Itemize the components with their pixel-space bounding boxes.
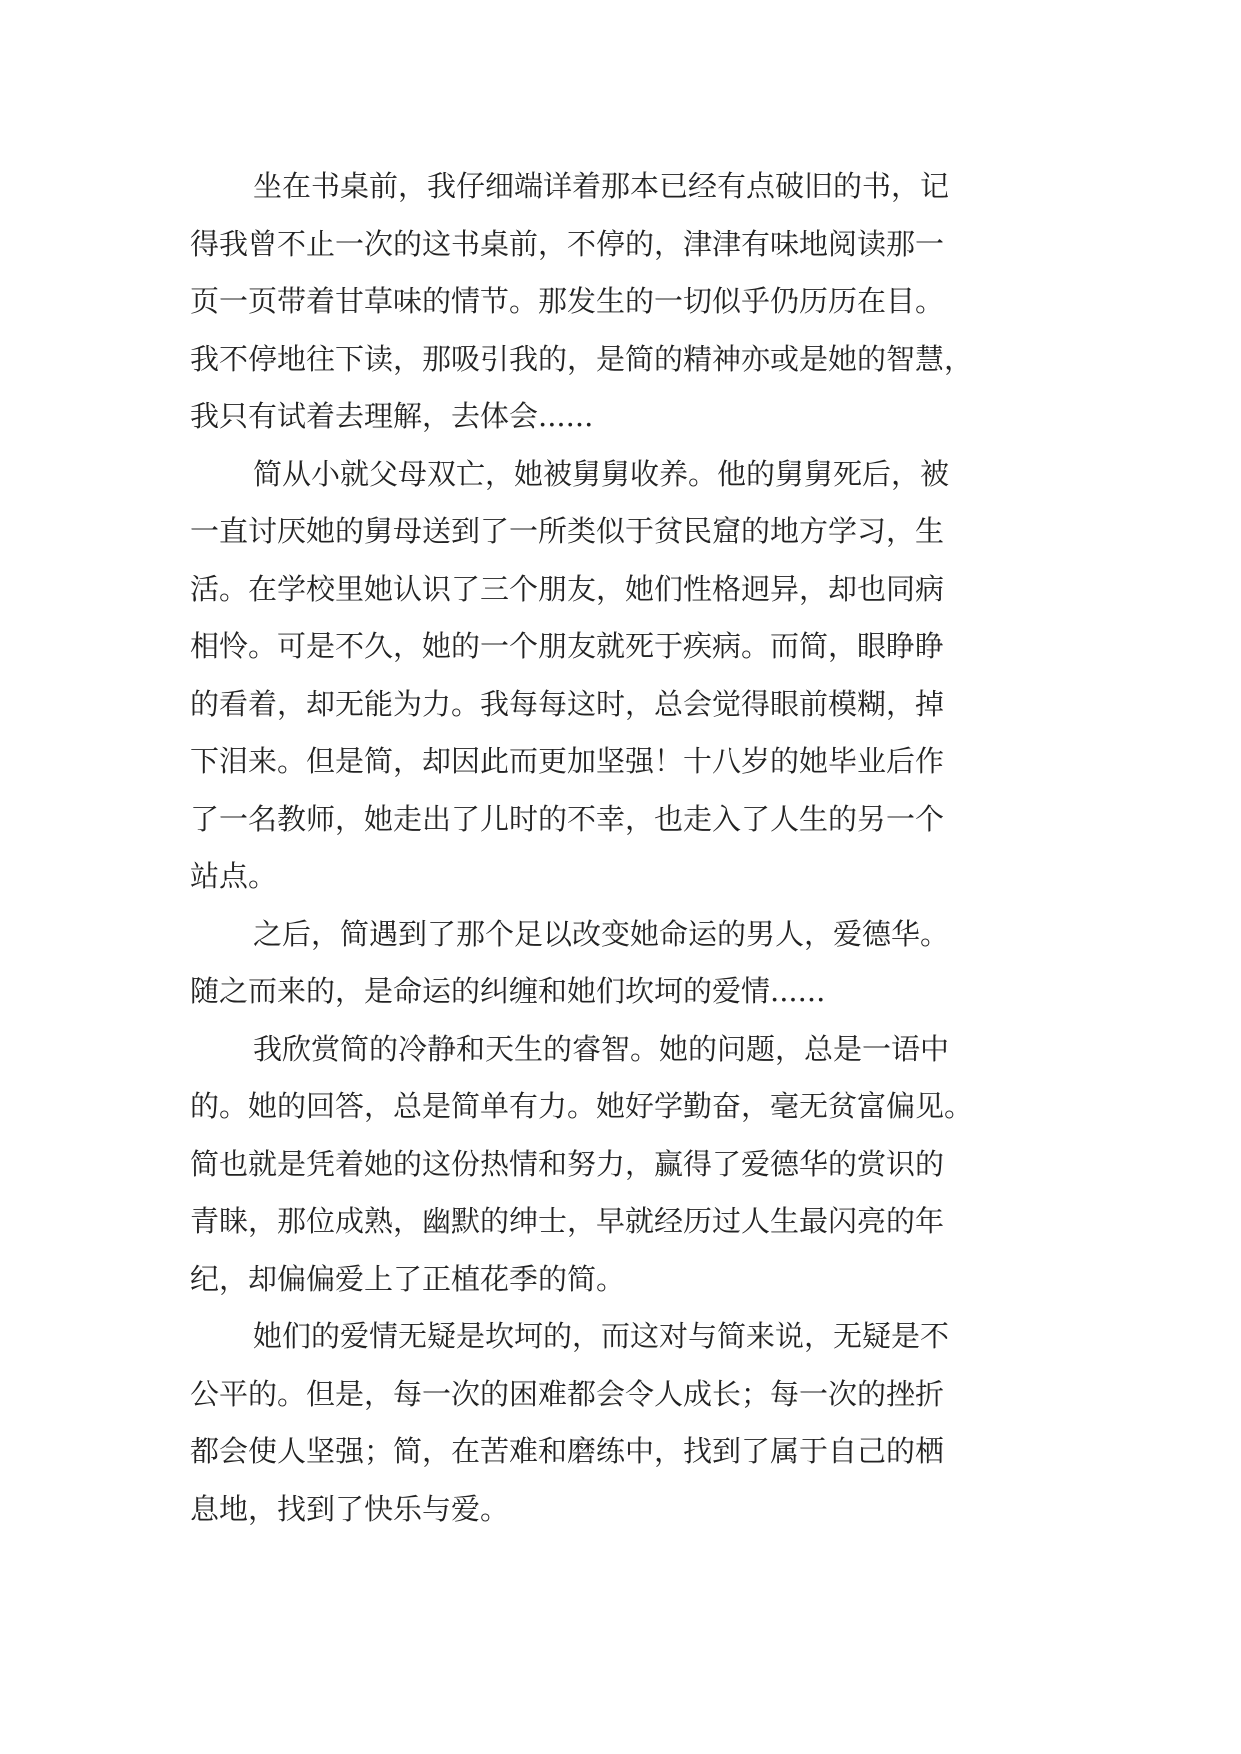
text-line: 页一页带着甘草味的情节。那发生的一切似乎仍历历在目。 (190, 284, 945, 318)
text-line: 相怜。可是不久，她的一个朋友就死于疾病。而简，眼睁睁 (190, 629, 945, 663)
text-line: 活。在学校里她认识了三个朋友，她们性格迥异，却也同病 (190, 571, 945, 606)
text-line: 站点。 (190, 859, 278, 893)
text-line: 下泪来。但是简，却因此而更加坚强！十八岁的她毕业后作 (190, 744, 945, 778)
text-line: 之后，简遇到了那个足以改变她命运的男人，爱德华。 (253, 916, 950, 951)
text-line: 的看着，却无能为力。我每每这时，总会觉得眼前模糊，掉 (190, 686, 945, 721)
text-line: 简也就是凭着她的这份热情和努力，赢得了爱德华的赏识的 (190, 1146, 945, 1181)
text-line: 的。她的回答，总是简单有力。她好学勤奋，毫无贫富偏见。 (190, 1089, 974, 1123)
document-body (190, 158, 1060, 1538)
text-line: 我只有试着去理解，去体会...... (190, 399, 594, 433)
text-line: 公平的。但是，每一次的困难都会令人成长；每一次的挫折 (190, 1376, 945, 1411)
text-line: 随之而来的，是命运的纠缠和她们坎坷的爱情...... (190, 974, 826, 1008)
paragraph (190, 906, 1060, 1021)
text-line: 息地，找到了快乐与爱。 (190, 1491, 510, 1526)
paragraph (190, 1021, 1060, 1309)
text-line: 简从小就父母双亡，她被舅舅收养。他的舅舅死后，被 (253, 456, 950, 491)
paragraph (190, 1308, 1060, 1538)
text-line: 坐在书桌前，我仔细端详着那本已经有点破旧的书，记 (253, 169, 950, 203)
text-line: 青睐，那位成熟，幽默的绅士，早就经历过人生最闪亮的年 (190, 1204, 945, 1238)
text-line: 纪，却偏偏爱上了正植花季的简。 (190, 1261, 626, 1296)
text-line: 一直讨厌她的舅母送到了一所类似于贫民窟的地方学习，生 (190, 514, 945, 548)
text-line: 都会使人坚强；简，在苦难和磨练中，找到了属于自己的栖 (190, 1434, 945, 1468)
paragraph (190, 158, 1060, 446)
text-line: 得我曾不止一次的这书桌前，不停的，津津有味地阅读那一 (190, 226, 945, 261)
text-line: 了一名教师，她走出了儿时的不幸，也走入了人生的另一个 (190, 801, 945, 836)
text-line: 我不停地往下读，那吸引我的，是简的精神亦或是她的智慧， (190, 341, 974, 376)
text-line: 她们的爱情无疑是坎坷的，而这对与简来说，无疑是不 (253, 1319, 950, 1353)
paragraph (190, 446, 1060, 906)
text-line: 我欣赏简的冷静和天生的睿智。她的问题，总是一语中 (253, 1031, 950, 1066)
